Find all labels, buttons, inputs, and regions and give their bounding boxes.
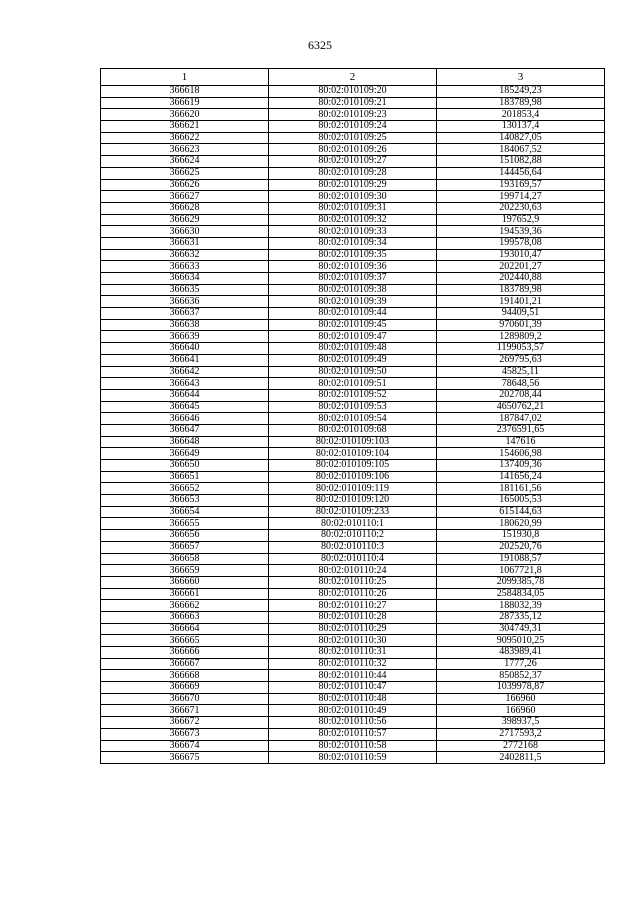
row-number-cell: 366634 [101,273,269,285]
row-number-cell: 366667 [101,658,269,670]
cadastral-number-cell: 80:02:010109:119 [269,483,437,495]
table-row [101,518,605,530]
value-cell: 2772168 [437,740,605,752]
table-row [101,588,605,600]
cadastral-number-cell: 80:02:010110:57 [269,728,437,740]
table-row [101,237,605,249]
table-row [101,448,605,460]
cadastral-number-cell: 80:02:010109:21 [269,97,437,109]
row-number-cell: 366623 [101,144,269,156]
row-number-cell: 366660 [101,576,269,588]
table-row [101,179,605,191]
row-number-cell: 366620 [101,109,269,121]
cadastral-number-cell: 80:02:010110:49 [269,705,437,717]
value-cell: 850852,37 [437,670,605,682]
cadastral-number-cell: 80:02:010110:4 [269,553,437,565]
row-number-cell: 366635 [101,284,269,296]
cadastral-number-cell: 80:02:010109:50 [269,366,437,378]
table-row [101,296,605,308]
cadastral-number-cell: 80:02:010110:47 [269,682,437,694]
cadastral-number-cell: 80:02:010109:35 [269,249,437,261]
value-cell: 191088,57 [437,553,605,565]
value-cell: 2402811,5 [437,752,605,764]
cadastral-number-cell: 80:02:010109:44 [269,308,437,320]
cadastral-number-cell: 80:02:010110:30 [269,635,437,647]
cadastral-number-cell: 80:02:010110:26 [269,588,437,600]
table-row [101,331,605,343]
table-row [101,132,605,144]
cadastral-number-cell: 80:02:010109:30 [269,191,437,203]
value-cell: 9095010,25 [437,635,605,647]
cadastral-number-cell: 80:02:010109:36 [269,261,437,273]
row-number-cell: 366670 [101,693,269,705]
value-cell: 199714,27 [437,191,605,203]
row-number-cell: 366629 [101,214,269,226]
table-row [101,284,605,296]
row-number-cell: 366631 [101,237,269,249]
row-number-cell: 366665 [101,635,269,647]
table-row [101,752,605,764]
value-cell: 183789,98 [437,97,605,109]
value-cell: 45825,11 [437,366,605,378]
table-row [101,693,605,705]
cadastral-number-cell: 80:02:010110:31 [269,647,437,659]
value-cell: 181161,56 [437,483,605,495]
cadastral-number-cell: 80:02:010109:120 [269,495,437,507]
table-row [101,109,605,121]
row-number-cell: 366658 [101,553,269,565]
row-number-cell: 366673 [101,728,269,740]
cadastral-number-cell: 80:02:010109:53 [269,401,437,413]
cadastral-number-cell: 80:02:010109:52 [269,389,437,401]
value-cell: 130137,4 [437,121,605,133]
table-row [101,460,605,472]
table-row [101,343,605,355]
table-row [101,226,605,238]
table-row [101,121,605,133]
cadastral-number-cell: 80:02:010109:49 [269,354,437,366]
value-cell: 202520,76 [437,541,605,553]
table-row [101,600,605,612]
value-cell: 154606,98 [437,448,605,460]
row-number-cell: 366664 [101,623,269,635]
table-row [101,249,605,261]
cadastral-number-cell: 80:02:010109:68 [269,424,437,436]
table-row [101,273,605,285]
row-number-cell: 366663 [101,611,269,623]
table-row [101,86,605,98]
cadastral-number-cell: 80:02:010110:44 [269,670,437,682]
cadastral-number-cell: 80:02:010109:39 [269,296,437,308]
cadastral-number-cell: 80:02:010110:24 [269,565,437,577]
cadastral-number-cell: 80:02:010109:37 [269,273,437,285]
value-cell: 304749,31 [437,623,605,635]
cadastral-number-cell: 80:02:010109:34 [269,237,437,249]
value-cell: 970601,39 [437,319,605,331]
value-cell: 1777,26 [437,658,605,670]
column-header: 1 [101,69,269,86]
cadastral-number-cell: 80:02:010109:106 [269,471,437,483]
value-cell: 185249,23 [437,86,605,98]
table-row [101,354,605,366]
row-number-cell: 366649 [101,448,269,460]
row-number-cell: 366624 [101,156,269,168]
cadastral-number-cell: 80:02:010110:25 [269,576,437,588]
cadastral-number-cell: 80:02:010110:48 [269,693,437,705]
table-row [101,424,605,436]
table-row [101,647,605,659]
value-cell: 2717593,2 [437,728,605,740]
value-cell: 2584834,05 [437,588,605,600]
row-number-cell: 366642 [101,366,269,378]
table-row [101,389,605,401]
cadastral-number-cell: 80:02:010110:1 [269,518,437,530]
value-cell: 615144,63 [437,506,605,518]
value-cell: 202708,44 [437,389,605,401]
cadastral-number-cell: 80:02:010109:54 [269,413,437,425]
header-row [101,69,605,86]
value-cell: 183789,98 [437,284,605,296]
cadastral-number-cell: 80:02:010109:27 [269,156,437,168]
table-row [101,553,605,565]
value-cell: 1289809,2 [437,331,605,343]
table-row [101,623,605,635]
value-cell: 78648,56 [437,378,605,390]
row-number-cell: 366645 [101,401,269,413]
cadastral-number-cell: 80:02:010110:29 [269,623,437,635]
value-cell: 483989,41 [437,647,605,659]
cadastral-number-cell: 80:02:010110:58 [269,740,437,752]
value-cell: 197652,9 [437,214,605,226]
cadastral-number-cell: 80:02:010109:29 [269,179,437,191]
row-number-cell: 366644 [101,389,269,401]
table-row [101,214,605,226]
table-row [101,413,605,425]
value-cell: 184067,52 [437,144,605,156]
value-cell: 269795,63 [437,354,605,366]
value-cell: 147616 [437,436,605,448]
row-number-cell: 366628 [101,202,269,214]
table-body [101,86,605,764]
table-row [101,378,605,390]
cadastral-number-cell: 80:02:010110:27 [269,600,437,612]
row-number-cell: 366671 [101,705,269,717]
value-cell: 141656,24 [437,471,605,483]
column-header: 3 [437,69,605,86]
table-row [101,717,605,729]
table-row [101,705,605,717]
table-row [101,144,605,156]
table-row [101,541,605,553]
row-number-cell: 366659 [101,565,269,577]
row-number-cell: 366622 [101,132,269,144]
cadastral-number-cell: 80:02:010110:3 [269,541,437,553]
cadastral-number-cell: 80:02:010109:104 [269,448,437,460]
row-number-cell: 366669 [101,682,269,694]
row-number-cell: 366643 [101,378,269,390]
row-number-cell: 366640 [101,343,269,355]
cadastral-number-cell: 80:02:010109:20 [269,86,437,98]
row-number-cell: 366655 [101,518,269,530]
value-cell: 188032,39 [437,600,605,612]
value-cell: 194539,36 [437,226,605,238]
row-number-cell: 366630 [101,226,269,238]
cadastral-number-cell: 80:02:010109:38 [269,284,437,296]
cadastral-number-cell: 80:02:010109:33 [269,226,437,238]
table-row [101,191,605,203]
row-number-cell: 366666 [101,647,269,659]
table-row [101,261,605,273]
row-number-cell: 366619 [101,97,269,109]
cadastral-number-cell: 80:02:010110:56 [269,717,437,729]
row-number-cell: 366633 [101,261,269,273]
row-number-cell: 366653 [101,495,269,507]
table-row [101,682,605,694]
value-cell: 166960 [437,705,605,717]
row-number-cell: 366651 [101,471,269,483]
cadastral-number-cell: 80:02:010109:24 [269,121,437,133]
row-number-cell: 366639 [101,331,269,343]
value-cell: 1039978,87 [437,682,605,694]
value-cell: 187847,02 [437,413,605,425]
table-row [101,611,605,623]
row-number-cell: 366656 [101,530,269,542]
row-number-cell: 366625 [101,167,269,179]
value-cell: 202230,63 [437,202,605,214]
table-row [101,658,605,670]
table-row [101,167,605,179]
value-cell: 201853,4 [437,109,605,121]
row-number-cell: 366627 [101,191,269,203]
row-number-cell: 366641 [101,354,269,366]
row-number-cell: 366654 [101,506,269,518]
cadastral-number-cell: 80:02:010109:31 [269,202,437,214]
cadastral-number-cell: 80:02:010109:45 [269,319,437,331]
row-number-cell: 366626 [101,179,269,191]
row-number-cell: 366632 [101,249,269,261]
table-row [101,576,605,588]
row-number-cell: 366675 [101,752,269,764]
row-number-cell: 366657 [101,541,269,553]
value-cell: 193010,47 [437,249,605,261]
data-table [100,68,605,764]
row-number-cell: 366661 [101,588,269,600]
value-cell: 144456,64 [437,167,605,179]
row-number-cell: 366648 [101,436,269,448]
value-cell: 202440,88 [437,273,605,285]
table-row [101,495,605,507]
row-number-cell: 366637 [101,308,269,320]
row-number-cell: 366672 [101,717,269,729]
cadastral-number-cell: 80:02:010110:59 [269,752,437,764]
cadastral-number-cell: 80:02:010109:26 [269,144,437,156]
value-cell: 151082,88 [437,156,605,168]
cadastral-number-cell: 80:02:010109:47 [269,331,437,343]
table-row [101,308,605,320]
cadastral-number-cell: 80:02:010110:32 [269,658,437,670]
value-cell: 137409,36 [437,460,605,472]
cadastral-number-cell: 80:02:010109:48 [269,343,437,355]
table-row [101,401,605,413]
cadastral-number-cell: 80:02:010110:2 [269,530,437,542]
row-number-cell: 366618 [101,86,269,98]
row-number-cell: 366652 [101,483,269,495]
table-row [101,436,605,448]
row-number-cell: 366646 [101,413,269,425]
value-cell: 166960 [437,693,605,705]
value-cell: 2376591,65 [437,424,605,436]
value-cell: 193169,57 [437,179,605,191]
cadastral-number-cell: 80:02:010110:28 [269,611,437,623]
row-number-cell: 366668 [101,670,269,682]
value-cell: 151930,8 [437,530,605,542]
cadastral-number-cell: 80:02:010109:105 [269,460,437,472]
row-number-cell: 366662 [101,600,269,612]
row-number-cell: 366650 [101,460,269,472]
value-cell: 4650762,21 [437,401,605,413]
value-cell: 191401,21 [437,296,605,308]
page-number: 6325 [308,38,332,52]
row-number-cell: 366621 [101,121,269,133]
value-cell: 180620,99 [437,518,605,530]
value-cell: 202201,27 [437,261,605,273]
table-row [101,202,605,214]
cadastral-number-cell: 80:02:010109:233 [269,506,437,518]
table-row [101,506,605,518]
row-number-cell: 366638 [101,319,269,331]
table-row [101,483,605,495]
cadastral-number-cell: 80:02:010109:25 [269,132,437,144]
table-row [101,471,605,483]
table-row [101,565,605,577]
cadastral-number-cell: 80:02:010109:103 [269,436,437,448]
table-row [101,740,605,752]
value-cell: 199578,08 [437,237,605,249]
row-number-cell: 366647 [101,424,269,436]
value-cell: 1199053,57 [437,343,605,355]
cadastral-number-cell: 80:02:010109:51 [269,378,437,390]
value-cell: 398937,5 [437,717,605,729]
cadastral-number-cell: 80:02:010109:28 [269,167,437,179]
value-cell: 1067721,8 [437,565,605,577]
row-number-cell: 366674 [101,740,269,752]
value-cell: 140827,05 [437,132,605,144]
table-row [101,156,605,168]
table-row [101,97,605,109]
table-row [101,728,605,740]
row-number-cell: 366636 [101,296,269,308]
value-cell: 2099385,78 [437,576,605,588]
cadastral-number-cell: 80:02:010109:32 [269,214,437,226]
value-cell: 165005,53 [437,495,605,507]
cadastral-number-cell: 80:02:010109:23 [269,109,437,121]
value-cell: 287335,12 [437,611,605,623]
table-row [101,530,605,542]
table-row [101,635,605,647]
table-row [101,670,605,682]
column-header: 2 [269,69,437,86]
value-cell: 94409,51 [437,308,605,320]
table-row [101,319,605,331]
table-row [101,366,605,378]
